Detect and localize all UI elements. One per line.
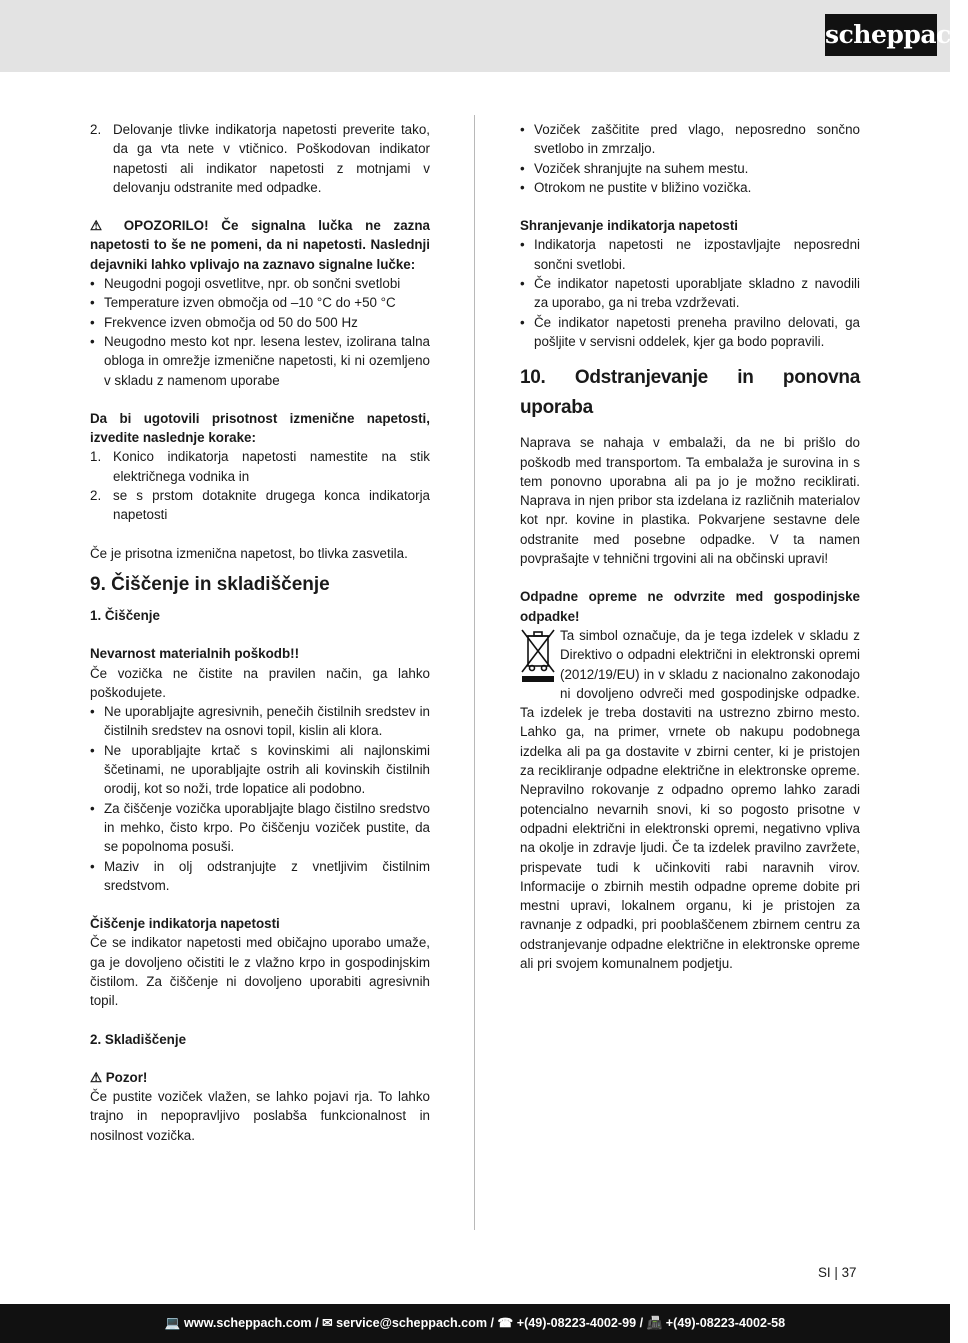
storage-bullet: • Voziček zaščitite pred vlago, neposredno sončno svetlobo in zmrzaljo. — [520, 122, 860, 157]
caution-text: Če pustite voziček vlažen, se lahko pojavi rja. To lahko trajno in nepopravljivo poslabša funkcionalnost in nosilnost vozička. — [90, 1089, 430, 1143]
phone-number: ☎ +(49)-08223-4002-99 — [497, 1316, 637, 1330]
weee-heading: Odpadne opreme ne odvrzite med gospodinjske odpadke! — [520, 589, 860, 624]
page-number: SI | 37 — [818, 1265, 857, 1280]
detect-step: 1. Konico indikatorja napetosti namestite na stik električnega vodnika in — [90, 449, 430, 484]
email-link[interactable]: ✉ service@scheppach.com — [322, 1316, 488, 1330]
section-9-title: 9. Čiščenje in skladiščenje — [90, 573, 330, 595]
danger-bullet: • Za čiščenje vozička uporabljajte blago čistilno sredstvo in mehko, čisto krpo. Po čiščenju voziček pustite, da se popolnoma posuši. — [90, 800, 430, 855]
fax-number: 📠 +(49)-08223-4002-58 — [646, 1316, 786, 1330]
caution-heading: ⚠ Pozor! — [90, 1069, 148, 1085]
danger-heading: Nevarnost materialnih poškodb!! — [90, 646, 300, 662]
danger-text: Če vozička ne čistite na pravilen način, ga lahko poškodujete. — [90, 665, 430, 700]
intro-step-text: Delovanje tlivke indikatorja napetosti preverite tako, da ga vta nete v vtičnico. Poškodovan indikator napetosti ali indikator napetosti z motnjami v delovanju odstranite med odpadke. — [113, 122, 430, 195]
warning-bullet: • Frekvence izven območja od 50 do 500 Hz — [90, 314, 358, 330]
left-column — [90, 120, 430, 1145]
store-indicator-bullet: • Če indikator napetosti preneha pravilno delovati, ga pošljite v servisni oddelek, kjer ga bodo popravili. — [520, 314, 860, 349]
page-header — [0, 0, 968, 72]
warning-bullet: • Neugodni pogoji osvetlitve, npr. ob sončni svetlobi — [90, 276, 401, 292]
store-indicator-bullet: • Če indikator napetosti uporabljate skladno z navodili za uporabo, ga ni treba vzdrževati. — [520, 276, 860, 311]
weee-block — [520, 626, 860, 973]
store-indicator-bullet: • Indikatorja napetosti ne izpostavljajte neposredni sončni svetlobi. — [520, 237, 860, 272]
storage-bullet: • Otrokom ne pustite v bližino vozička. — [520, 179, 752, 195]
danger-bullet: • Maziv in olj odstranjujte z vnetljivim čistilnim sredstvom. — [90, 858, 430, 893]
weee-text: Ta simbol označuje, da je tega izdelek v skladu z Direktivo o odpadni električni in elektronski opremi (2012/19/EU) in v skladu z nacionalno zakonodajo ni dovoljeno odvreči med gospodinjske odpadke. Ta izdelek je treba dostaviti na ustrezno zbirno mesto. Lahko ga, na primer, vrnete ob nakupu podobnega izdelka ali pa ga dostavite v zbirni center, ki je pristojen za recikliranje odpadne električne in elektronske opreme. Nepravilno rokovanje z odpadno opremo lahko zaradi potencialno nevarnih snovi, ki so pogosto prisotne v odpadni električni in elektronski opremi, negativno vpliva na okolje in zdravje ljudi. Če ta izdelek pravilno zavržete, prispevate tudi k učinkoviti rabi naravnih virov. Informacije o zbirnih mestih odpadne opreme dobite pri mestni upravi, lokalnem organu, ki je pristojen za ravnanje z odpadki, pri pooblaščenem zbirnem centru za odstranjevanje odpadne električne in elektronske opreme ali pri svojem komunalnem podjetju. — [520, 627, 860, 971]
warning-bullet: • Neugodno mesto kot npr. lesena lestev, izolirana talna obloga in omrežje izmenične napetosti, ki ni ozemljeno v skladu z namenom uporabe — [90, 333, 430, 388]
disposal-text: Naprava se nahaja v embalaži, da ne bi prišlo do poškodb med transportom. Ta embalaža je surovina in s tem ponovno uporabna ali pa jo je možno reciklirati. Naprava in njen pribor sta izdelana iz različnih materialov kot npr. kovine in plastika. Pokvarjene sestavne dele odstranite med posebne odpadke. V ta namen povprašajte v tehnični trgovini ali na občinski upravi! — [520, 435, 860, 567]
right-column — [520, 120, 860, 973]
clean-indicator-text: Če se indikator napetosti med običajno uporabo umaže, ga je dovoljeno očistiti le z vlažno krpo in gospodinjskim čistilom. Za čiščenje ni dovoljeno uporabiti agresivnih topil. — [90, 935, 430, 1009]
danger-bullet: • Ne uporabljajte krtač s kovinskimi ali najlonskimi ščetinami, ne uporabljajte ostrih ali kovinskih čistilnih orodij, kot so noži, trde lopatice ali podobno. — [90, 742, 430, 797]
detect-heading: Da bi ugotovili prisotnost izmenične napetosti, izvedite naslednje korake: — [90, 410, 430, 446]
column-divider — [474, 115, 475, 1230]
section-10-title: 10. Odstranjevanje in ponovna uporaba — [520, 367, 860, 419]
detect-result: Če je prisotna izmenična napetost, bo tlivka zasvetila. — [90, 545, 408, 561]
scheppach-logo: scheppach — [825, 14, 937, 56]
warning-text: ⚠ OPOZORILO! Če signalna lučka ne zazna napetosti to še ne pomeni, da ni napetosti. Naslednji dejavniki lahko vplivajo na zaznavo signalne lučke: — [90, 218, 430, 272]
storage-bullet: • Voziček shranjujte na suhem mestu. — [520, 160, 749, 176]
subsection-storage-title: 2. Skladiščenje — [90, 1031, 187, 1047]
intro-step: 2. Delovanje tlivke indikatorja napetosti preverite tako, da ga vta nete v vtičnico. Poškodovan indikator napetosti ali indikator napetosti z motnjami v delovanju odstranite med odpadke. — [90, 120, 430, 197]
store-indicator-heading: Shranjevanje indikatorja napetosti — [520, 218, 739, 234]
website-link[interactable]: 💻 www.scheppach.com — [164, 1316, 312, 1330]
detect-step: 2. se s prstom dotaknite drugega konca indikatorja napetosti — [90, 488, 430, 523]
warning-bullet: • Temperature izven območja od –10 °C do +50 °C — [90, 295, 396, 311]
page-footer: 💻 www.scheppach.com / ✉ service@scheppach.com / ☎ +(49)-08223-4002-99 / 📠 +(49)-08223-4002-58 — [0, 1304, 950, 1343]
crossed-bin-icon — [520, 626, 556, 684]
subsection-cleaning-title: 1. Čiščenje — [90, 607, 160, 623]
danger-bullet: • Ne uporabljajte agresivnih, penečih čistilnih sredstev in čistilnih sredstev na osnovi topil, kislin ali klora. — [90, 704, 430, 739]
clean-indicator-heading: Čiščenje indikatorja napetosti — [90, 916, 280, 932]
